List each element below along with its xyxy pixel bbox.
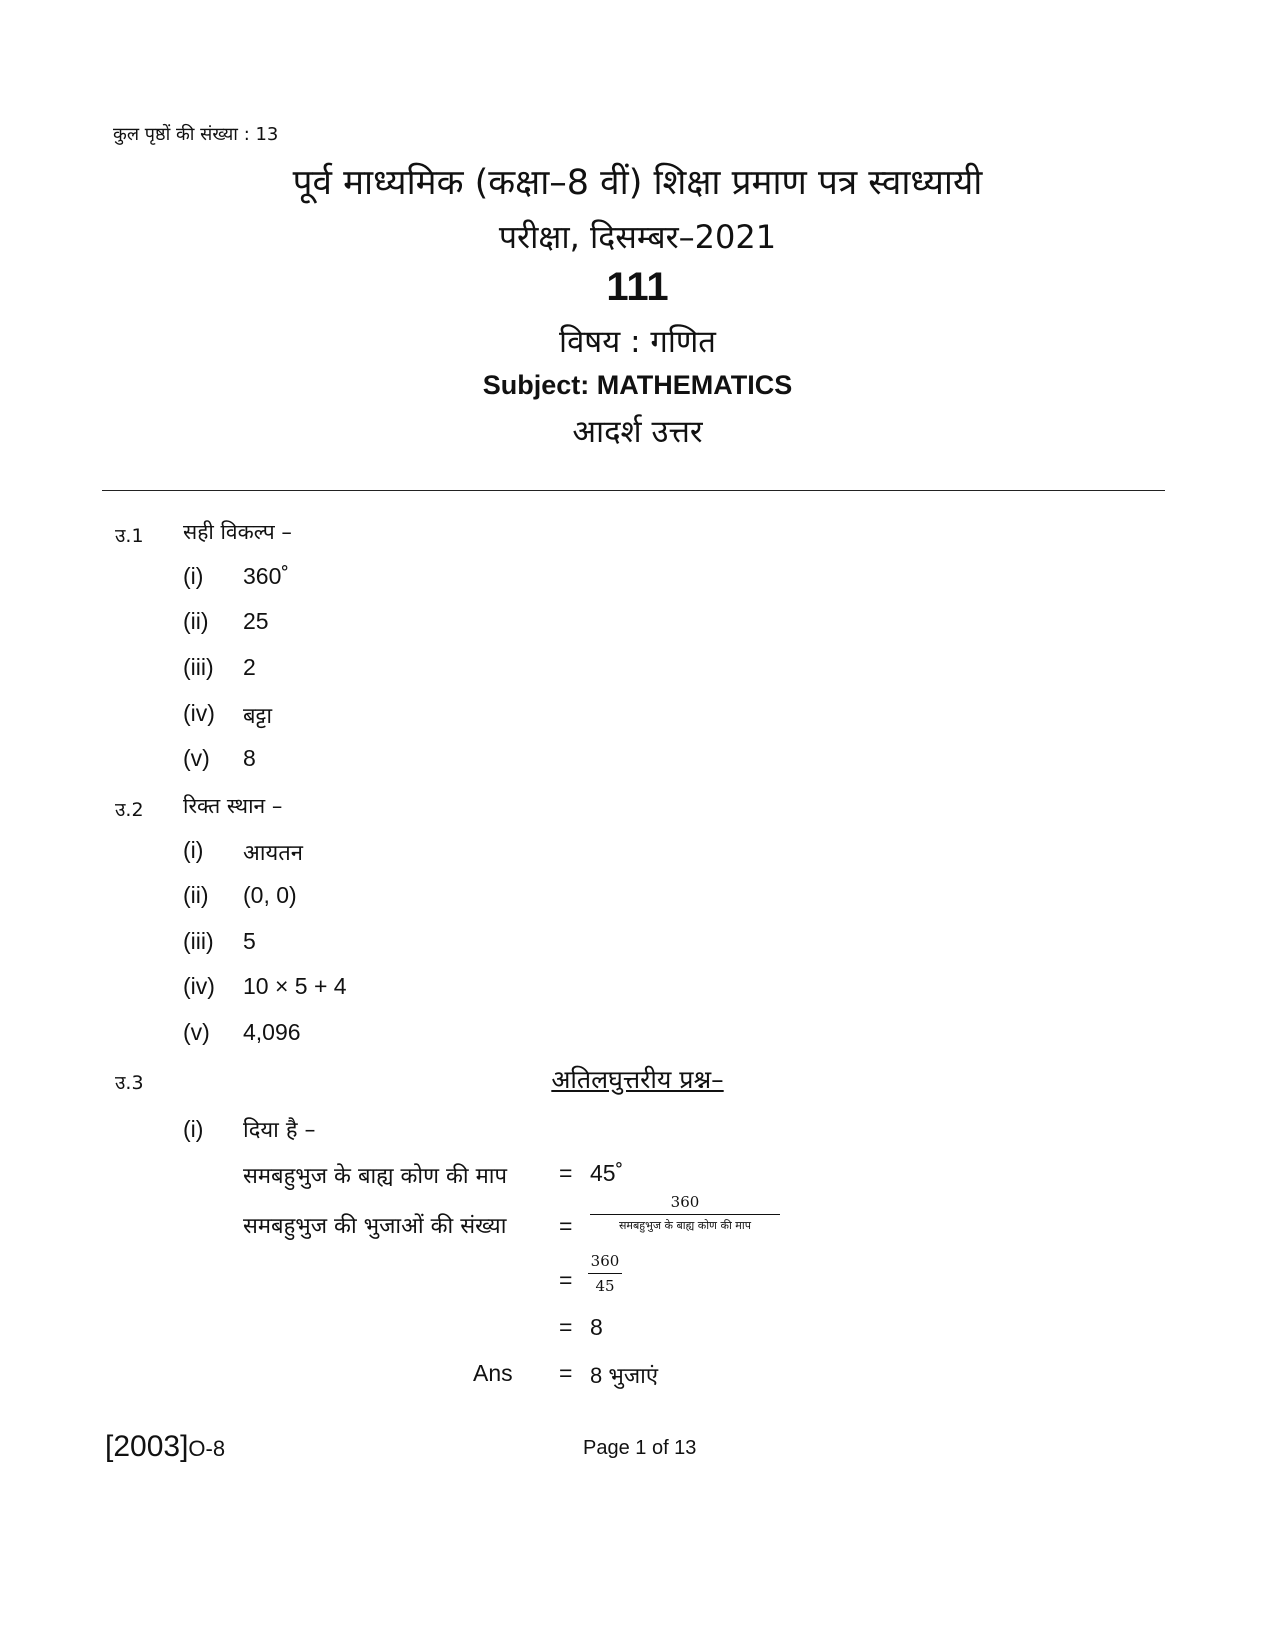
q2-item-label: (v) (183, 1019, 210, 1045)
document-title: पूर्व माध्यमिक (कक्षा–8 वीं) शिक्षा प्रमाण पत्र स्वाध्यायी (292, 163, 983, 203)
q2-item-value: (0, 0) (243, 882, 297, 908)
q3-number: उ.3 (115, 1072, 144, 1094)
equals-sign: = (559, 1314, 573, 1340)
q3-fraction-formula (590, 1193, 780, 1233)
q3-section-heading: अतिलघुत्तरीय प्रश्न– (551, 1065, 724, 1094)
equals-sign: = (559, 1160, 573, 1186)
q1-item-value: बट्टा (243, 703, 273, 728)
fraction-numerator: 360 (590, 1193, 780, 1215)
q3-exterior-angle-label: समबहुभुज के बाह्य कोण की माप (243, 1164, 507, 1189)
q1-item-label: (iv) (183, 700, 215, 726)
equals-sign: = (559, 1360, 573, 1386)
page-count-note: कुल पृष्ठों की संख्या : 13 (113, 124, 279, 145)
q3-exterior-angle-value: 45˚ (590, 1160, 624, 1186)
q2-title: रिक्त स्थान – (183, 794, 283, 818)
q3-part-label: (i) (183, 1116, 204, 1142)
q2-item-label: (iv) (183, 973, 215, 999)
q3-fraction-values (588, 1252, 622, 1295)
q2-item-label: (iii) (183, 928, 214, 954)
equals-sign: = (559, 1267, 573, 1293)
footer-code-suffix: O-8 (188, 1436, 226, 1461)
q1-title: सही विकल्प – (183, 520, 292, 544)
footer-code-main: [2003] (105, 1430, 189, 1463)
q2-item-value: आयतन (243, 840, 303, 865)
q2-item-value: 4,096 (243, 1019, 301, 1045)
q1-item-label: (iii) (183, 654, 214, 680)
q3-sides-label: समबहुभुज की भुजाओं की संख्या (243, 1214, 507, 1239)
q2-item-value: 5 (243, 928, 256, 954)
q2-item-label: (ii) (183, 882, 209, 908)
q1-item-label: (ii) (183, 608, 209, 634)
subject-english: Subject: MATHEMATICS (482, 370, 793, 400)
footer-paper-code (105, 1430, 225, 1464)
fraction-denominator: समबहुभुज के बाह्य कोण की माप (619, 1219, 751, 1232)
q1-item-label: (i) (183, 563, 204, 589)
q1-number: उ.1 (115, 525, 144, 547)
q3-result-value: 8 (590, 1314, 603, 1340)
subject-hindi: विषय : गणित (559, 324, 716, 360)
q1-item-value: 8 (243, 745, 256, 771)
equals-sign: = (559, 1213, 573, 1239)
fraction-denominator: 45 (595, 1277, 615, 1295)
q2-item-label: (i) (183, 837, 204, 863)
q1-item-value: 360˚ (243, 563, 290, 589)
q2-item-value: 10 × 5 + 4 (243, 973, 347, 999)
header-divider (102, 490, 1165, 491)
q1-item-value: 2 (243, 654, 256, 680)
answer-value: 8 भुजाएं (590, 1363, 659, 1388)
q2-number: उ.2 (115, 799, 144, 821)
paper-code: 111 (606, 265, 669, 309)
q3-given: दिया है – (243, 1118, 316, 1143)
answer-label: Ans (473, 1360, 513, 1386)
q1-item-value: 25 (243, 608, 269, 634)
q1-item-label: (v) (183, 745, 210, 771)
page-number: Page 1 of 13 (583, 1437, 697, 1459)
fraction-numerator: 360 (588, 1252, 622, 1274)
doc-type: आदर्श उत्तर (572, 414, 703, 450)
exam-session: परीक्षा, दिसम्बर–2021 (498, 218, 777, 256)
